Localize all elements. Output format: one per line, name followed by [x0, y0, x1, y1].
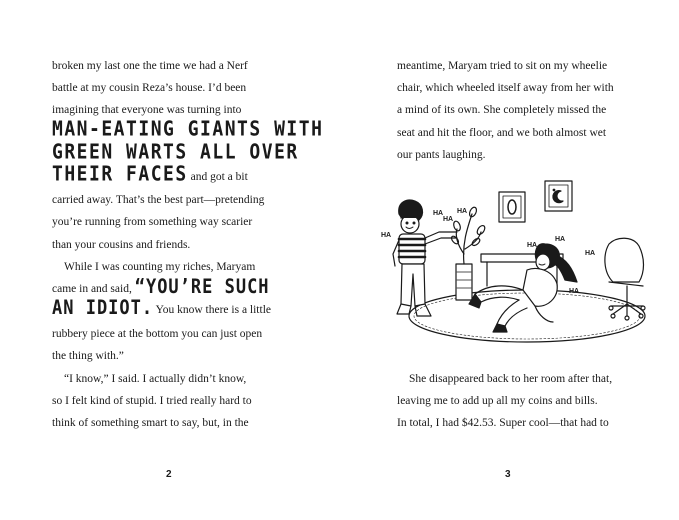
- handwritten-line: [52, 162, 248, 187]
- handwritten-text: “YOU’RE SUCH: [134, 275, 270, 299]
- text-line: In total, I had $42.53. Super cool—that had to: [397, 417, 609, 429]
- handwritten-text: AN IDIOT.: [52, 296, 154, 320]
- laugh-text: HA: [381, 232, 392, 239]
- text-line: our pants laughing.: [397, 149, 486, 161]
- text-line-with-quote: [52, 275, 270, 299]
- laugh-text: HA: [569, 288, 580, 295]
- text-fragment: came in and said,: [52, 283, 132, 295]
- laugh-text: HA: [555, 236, 566, 243]
- text-line: imagining that everyone was turning into: [52, 104, 242, 116]
- laugh-text: HA: [585, 250, 596, 257]
- rug: [409, 290, 645, 342]
- text-line: broken my last one the time we had a Nerf: [52, 60, 248, 72]
- text-line: battle at my cousin Reza’s house. I’d been: [52, 82, 247, 94]
- text-line: meantime, Maryam tried to sit on my wheelie: [397, 60, 608, 72]
- handwritten-text: MAN-EATING GIANTS WITH: [52, 117, 324, 142]
- page-number: 2: [166, 469, 172, 480]
- left-page: [0, 0, 339, 520]
- laugh-text: HA: [527, 242, 538, 249]
- text-line: you’re running from something way scarier: [52, 216, 253, 228]
- text-line: While I was counting my riches, Maryam: [64, 261, 256, 273]
- text-line: chair, which wheeled itself away from her with: [397, 82, 614, 94]
- picture-frame-icon: [499, 192, 525, 222]
- laugh-text: HA: [457, 208, 468, 215]
- page-number: 3: [505, 469, 511, 480]
- text-fragment: You know there is a little: [155, 304, 271, 316]
- text-line: the thing with.”: [52, 350, 124, 362]
- moon-frame-icon: [545, 181, 572, 211]
- laugh-text: HA: [443, 216, 454, 223]
- text-fragment: and got a bit: [190, 171, 248, 183]
- handwritten-text: GREEN WARTS ALL OVER: [52, 140, 299, 165]
- laugh-text: HA: [433, 210, 444, 217]
- handwritten-line: [52, 140, 299, 165]
- handwritten-text: THEIR FACES: [52, 162, 188, 187]
- handwritten-line: [52, 117, 324, 142]
- illustration-kids-laughing: [377, 174, 647, 354]
- text-line: think of something smart to say, but, in the: [52, 417, 249, 429]
- text-line: leaving me to add up all my coins and bills.: [397, 395, 598, 407]
- text-line: a mind of its own. She completely missed the: [397, 104, 607, 116]
- text-line-with-quote: [52, 296, 271, 320]
- text-line: than your cousins and friends.: [52, 239, 191, 251]
- text-line: rubbery piece at the bottom you can just open: [52, 328, 263, 340]
- text-line: carried away. That’s the best part—pretending: [52, 194, 265, 206]
- text-line: so I felt kind of stupid. I tried really hard to: [52, 395, 252, 407]
- text-line: seat and hit the floor, and we both almost wet: [397, 127, 607, 139]
- text-line: She disappeared back to her room after that,: [409, 373, 613, 385]
- text-line: “I know,” I said. I actually didn’t know,: [64, 373, 247, 385]
- plant-icon: [450, 206, 486, 300]
